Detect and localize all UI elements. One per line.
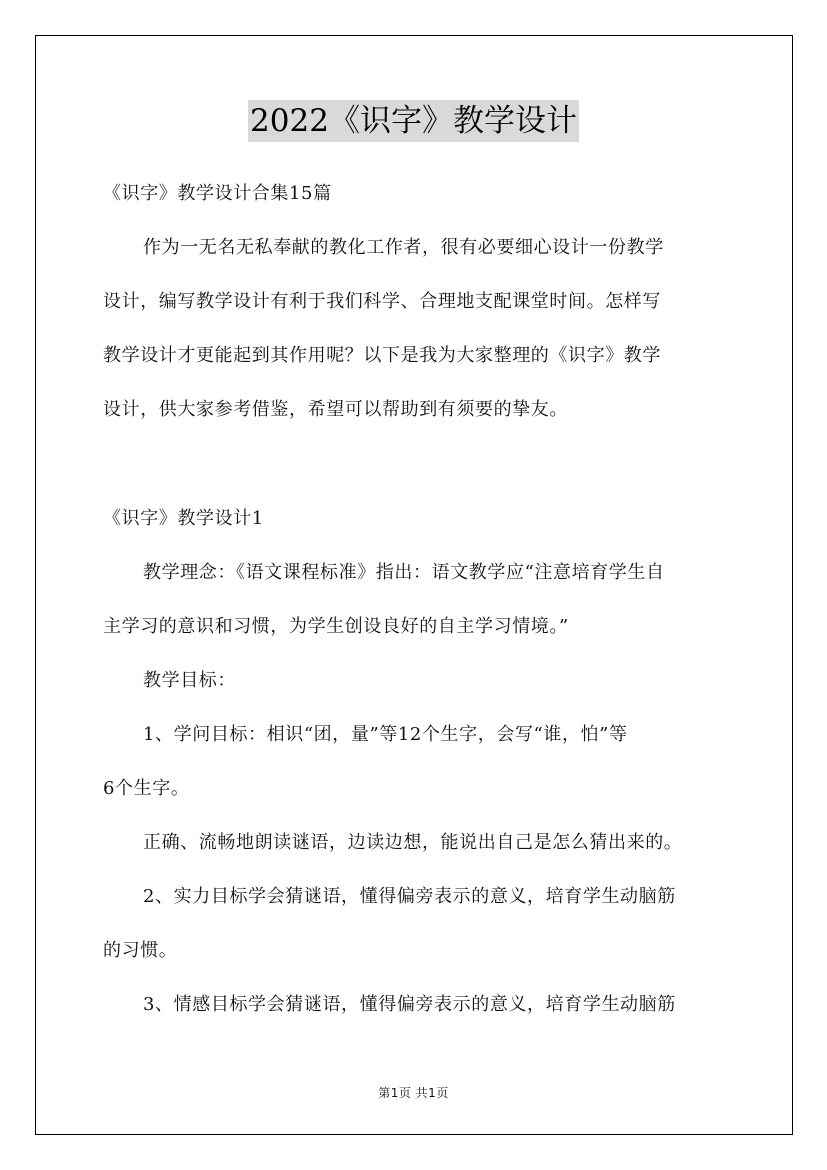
title-container bbox=[0, 100, 827, 142]
paragraph-line: 正确、流畅地朗读谜语，边读边想，能说出自己是怎么猜出来的。 bbox=[143, 832, 683, 853]
paragraph-line: 的习惯。 bbox=[103, 940, 178, 961]
paragraph-line: 2、实力目标学会猜谜语，懂得偏旁表示的意义，培育学生动脑筋 bbox=[143, 886, 676, 907]
paragraph-line: 设计，供大家参考借鉴，希望可以帮助到有须要的挚友。 bbox=[103, 399, 568, 420]
paragraph-line: 教学目标： bbox=[143, 670, 236, 691]
paragraph-line: 6个生字。 bbox=[103, 778, 190, 799]
section-heading: 《识字》教学设计1 bbox=[103, 508, 264, 529]
paragraph-line: 1、学问目标：相识“团，量”等12个生字，会写“谁，怕”等 bbox=[143, 724, 628, 745]
paragraph-line: 作为一无名无私奉献的教化工作者，很有必要细心设计一份教学 bbox=[143, 237, 664, 258]
subtitle-line: 《识字》教学设计合集15篇 bbox=[103, 183, 332, 204]
paragraph-line: 教学设计才更能起到其作用呢？以下是我为大家整理的《识字》教学 bbox=[103, 345, 661, 366]
paragraph-line: 设计，编写教学设计有利于我们科学、合理地支配课堂时间。怎样写 bbox=[103, 291, 661, 312]
paragraph-line: 教学理念：《语文课程标准》指出：语文教学应“注意培育学生自 bbox=[143, 562, 665, 583]
document-title: 2022《识字》教学设计 bbox=[248, 100, 579, 142]
page-footer: 第1页 共1页 bbox=[378, 1086, 449, 1100]
paragraph-line: 3、情感目标学会猜谜语，懂得偏旁表示的意义，培育学生动脑筋 bbox=[143, 994, 676, 1015]
paragraph-line: 主学习的意识和习惯，为学生创设良好的自主学习情境。” bbox=[103, 616, 569, 637]
